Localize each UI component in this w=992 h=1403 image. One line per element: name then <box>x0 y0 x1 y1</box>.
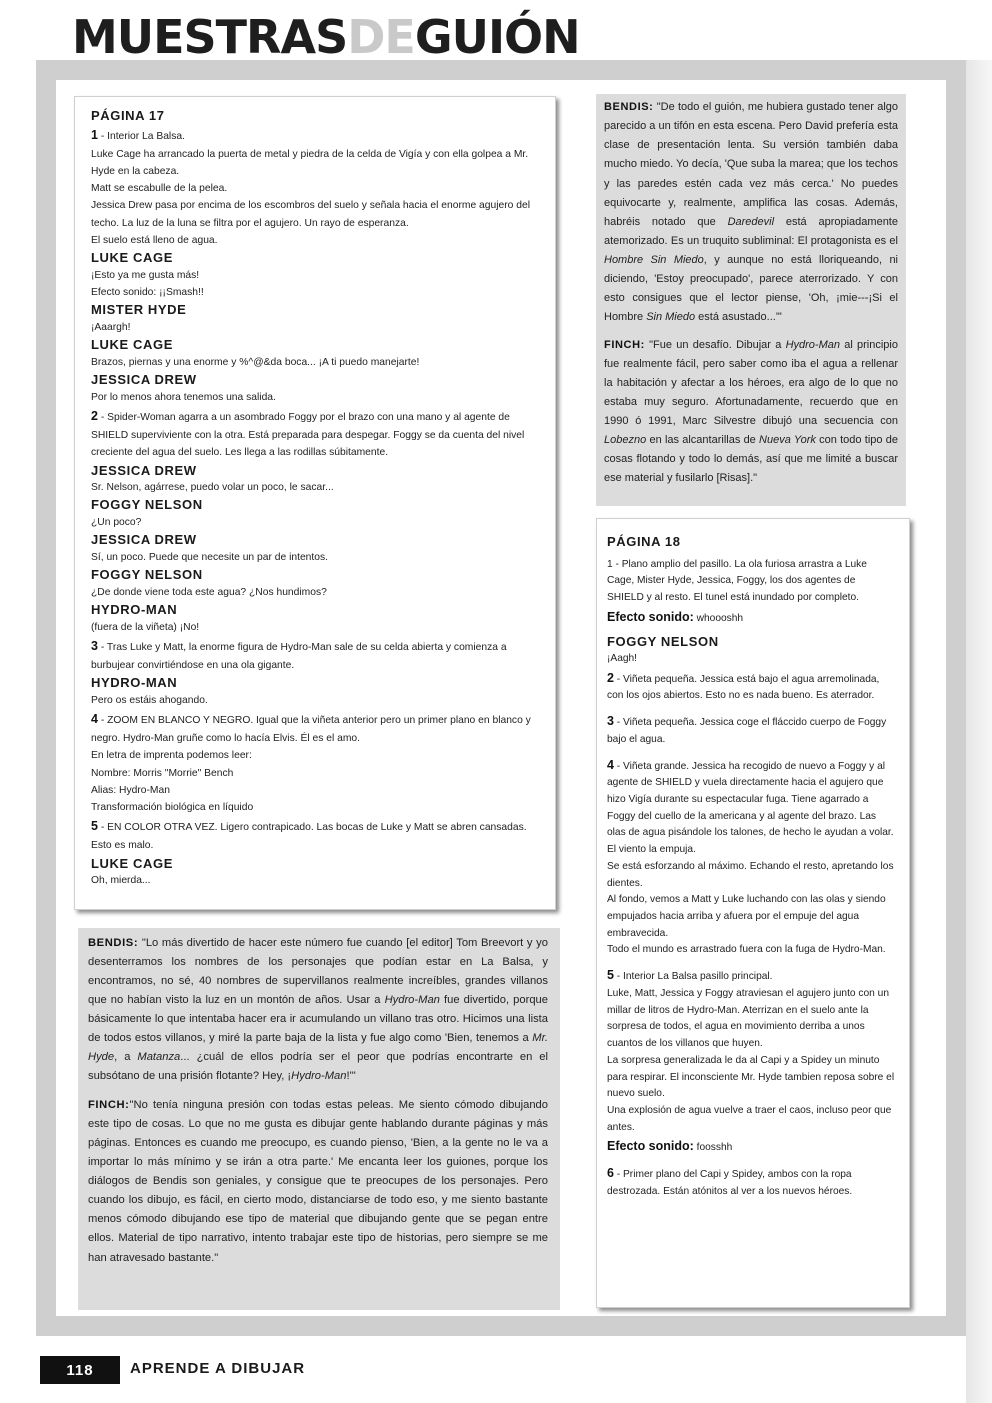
character-name: FOGGY NELSON <box>91 497 203 513</box>
page-17-heading: PÁGINA 17 <box>91 108 165 123</box>
panel-1-desc: Jessica Drew pasa por encima de los escombros del suelo y señala hacia el enorme agujero del techo. La luz de la luna se filtra por el agujero. Un rayo de esperanza. <box>91 200 530 229</box>
character-name: MISTER HYDE <box>91 302 187 318</box>
section-label: APRENDE A DIBUJAR <box>130 1360 306 1377</box>
sound-effect: Efecto sonido: foosshh <box>607 1139 733 1154</box>
bendis-label: BENDIS: <box>88 937 139 949</box>
script-page-17 <box>74 96 556 910</box>
commentary-right <box>596 94 906 506</box>
panel-5-desc: Una explosión de agua vuelve a traer el caos, incluso peor que antes. <box>607 1104 892 1133</box>
page-title <box>72 10 580 64</box>
dialogue: ¡Esto ya me gusta más! <box>91 269 200 281</box>
panel-2-line: 2 - Viñeta pequeña. Jessica está bajo el agua arremolinada, con los ojos abiertos. Esto no es nada bueno. Es aterrador. <box>607 670 880 702</box>
sound-effect: Efecto sonido: whoooshh <box>607 609 744 624</box>
character-name: FOGGY NELSON <box>607 634 719 650</box>
character-name: JESSICA DREW <box>91 372 197 388</box>
panel-5-desc: La sorpresa generalizada le da al Capi y a Spidey un minuto para respirar. El inconsciente Mr. Hyde tambien reposa sobre el nuevo suelo. <box>607 1054 895 1100</box>
dialogue: (fuera de la viñeta) ¡No! <box>91 621 200 633</box>
dialogue: Brazos, piernas y una enorme y %^@&da boca... ¡A ti puedo manejarte! <box>91 356 420 368</box>
panel-4-line: 4 - Viñeta grande. Jessica ha recogido de nuevo a Foggy y al agente de SHIELD y vuela directamente hacia el agujero que hizo Vigía durante su espectacular fuga. Tiene agarrado a Foggy del cuello de la americana y al agente del brazo. Las olas de agua pisándole los talones, de hecho le ayudan a volar. El viento la empuja. <box>607 757 894 856</box>
commentary-left <box>78 928 560 1310</box>
character-name: HYDRO-MAN <box>91 601 178 617</box>
bendis-label: BENDIS: <box>604 101 654 113</box>
character-name: LUKE CAGE <box>91 855 173 871</box>
panel-4-desc: Se está esforzando al máximo. Echando el resto, apretando los dientes. <box>607 860 894 889</box>
panel-2-line: 2 - Spider-Woman agarra a un asombrado Foggy por el brazo con una mano y al agente de SHIELD superviviente con la otra. Está preparada para despegar. Foggy se da cuenta del nivel creciente del agua del suelo. Les llega a las rodillas súbitamente. <box>91 409 525 459</box>
panel-4-desc: Alias: Hydro-Man <box>91 784 170 796</box>
panel-1-line: 1 - Interior La Balsa. <box>91 127 185 142</box>
bendis-comment: BENDIS: "De todo el guión, me hubiera gustado tener algo parecido a un tifón en esta escena. Pero David prefería esta clase de presentación lenta. Su versión también daba mucho miedo. Yo decía, 'Que suba la marea; que los techos y las paredes estén cada vez más cerca.' No puedes equivocarte y, realmente, amplifica las cosas. Además, habréis notado que Daredevil está apropiadamente atemorizado. Es un truquito subliminal: El protagonista es el Hombre Sin Miedo, y aunque no está lloriqueando, ni diciendo, 'Estoy preocupado', parece aterrorizado. Y con esto consigues que el lector piense, 'Oh, ¡mie---¡Si el Hombre Sin Miedo está asustado...'" <box>604 101 898 324</box>
finch-comment: FINCH: "Fue un desafío. Dibujar a Hydro-Man al principio fue realmente fácil, pero saber como iba el agua a rellenar la habitación y afectar a los héroes, era algo de lo que no estaba muy seguro. Afortunadamente, recuerdo que en 1990 ó 1991, Marc Silvestre dibujó una secuencia con Lobezno en las alcantarillas de Nueva York con todo tipo de cosas flotando y todo lo demás, así que me limité a buscar ese material y fusilarlo [Risas]." <box>604 338 898 485</box>
character-name: LUKE CAGE <box>91 337 173 353</box>
sound-effect: Efecto sonido: ¡¡Smash!! <box>91 287 204 299</box>
bendis-comment: BENDIS: "Lo más divertido de hacer este número fue cuando [el editor] Tom Breevort y yo desenterramos los nombres de los personajes que podían estar en La Balsa, y encontramos, no sé, 40 nombres de supervillanos realmente increíbles, grandes villanos que no habían visto la luz en un montón de años. Usar a Hydro-Man fue divertido, porque básicamente lo que intentaba hacer era ir acumulando un villano tras otro. Hicimos una lista de todos estos villanos, y miré la parte baja de la lista y fue algo como 'Bien, tenemos a Mr. Hyde, a Matanza... ¿cuál de ellos podría ser el peor que podrías encontrarte en el subsótano de una prisión flotante? Hey, ¡Hydro-Man!'" <box>88 937 549 1083</box>
page-edge-shadow <box>966 60 992 1403</box>
panel-5-line: 5 - Interior La Balsa pasillo principal. <box>607 968 773 983</box>
panel-1-desc: Matt se escabulle de la pelea. <box>91 183 228 195</box>
character-name: FOGGY NELSON <box>91 567 203 583</box>
dialogue: ¡Aaargh! <box>91 322 131 334</box>
dialogue: Pero os estáis ahogando. <box>91 694 208 706</box>
panel-3-line: 3 - Viñeta pequeña. Jessica coge el fláccido cuerpo de Foggy bajo el agua. <box>607 714 887 745</box>
title-part-1: MUESTRAS <box>72 10 348 64</box>
script-page-18 <box>596 518 910 1308</box>
panel-1-desc: Luke Cage ha arrancado la puerta de metal y piedra de la celda de Vigía y con ella golpea a Mr. Hyde en la cabeza. <box>91 148 529 177</box>
character-name: JESSICA DREW <box>91 532 197 548</box>
page-number: 118 <box>40 1356 120 1384</box>
title-part-2: DE <box>347 10 415 64</box>
panel-5-line: 5 - EN COLOR OTRA VEZ. Ligero contrapicado. Las bocas de Luke y Matt se abren cansadas. Esto es malo. <box>91 819 527 852</box>
dialogue: Sr. Nelson, agárrese, puedo volar un poco, le sacar... <box>91 482 334 494</box>
panel-3-line: 3 - Tras Luke y Matt, la enorme figura de Hydro-Man sale de su celda abierta y comienza a burbujear convirtiéndose en una ola gigante. <box>91 638 507 671</box>
dialogue: Oh, mierda... <box>91 875 151 887</box>
dialogue: ¿Un poco? <box>91 516 142 528</box>
panel-4-line: 4 - ZOOM EN BLANCO Y NEGRO. Igual que la viñeta anterior pero un primer plano en blanco y negro. Hydro-Man gruñe como lo hacía Elvis. Él es el amo. <box>91 711 531 744</box>
panel-4-desc: Nombre: Morris "Morrie" Bench <box>91 767 234 779</box>
dialogue: ¡Aagh! <box>607 652 638 664</box>
panel-4-desc: En letra de imprenta podemos leer: <box>91 750 252 762</box>
character-name: JESSICA DREW <box>91 462 197 478</box>
panel-5-desc: Luke, Matt, Jessica y Foggy atraviesan el agujero junto con un millar de litros de Hydro-Man. Aterrizan en el suelo ante la sorpresa de todos, el agua en movimiento derriba a unos cuantos de los villanos que huyen. <box>607 987 890 1050</box>
panel-4-desc: Al fondo, vemos a Matt y Luke luchando con las olas y siendo empujados hacia arriba y afuera por el empuje del agua embravecida. <box>607 894 886 939</box>
finch-comment: FINCH:"No tenía ninguna presión con todas estas peleas. Me siento cómodo dibujando este tipo de cosas. Lo que no me gusta es dibujar gente hablando durante páginas y más páginas. Entonces es cuando me preocupo, es cuando pienso, 'Bien, a la gente no le va a importar lo más mínimo y se irán a otra parte.' Me encanta leer los guiones, porque los diálogos de Bendis son geniales, y consigue que te preocupes de los personajes. Pero cuando los dibujo, es fácil, en cierto modo, distanciarse de todo eso, y me siento bastante menos cómodo dibujando ese tipo de material que dibujando gente que se pegan entre ellos. Material de tipo narrativo, intento trabajar este tipo de historias, pero siempre se me han atravesado bastante." <box>88 1099 548 1264</box>
finch-label: FINCH: <box>88 1099 130 1112</box>
character-name: LUKE CAGE <box>91 250 173 266</box>
dialogue: ¿De donde viene toda este agua? ¿Nos hundimos? <box>91 586 327 598</box>
panel-6-line: 6 - Primer plano del Capi y Spidey, ambos con la ropa destrozada. Están atónitos al ver a los nuevos héroes. <box>607 1166 853 1197</box>
panel-4-desc: Transformación biológica en líquido <box>91 802 254 814</box>
page-18-heading: PÁGINA 18 <box>607 534 681 549</box>
panel-4-desc: Todo el mundo es arrastrado fuera con la fuga de Hydro-Man. <box>607 944 886 956</box>
panel-1-desc: El suelo está lleno de agua. <box>91 235 218 247</box>
character-name: HYDRO-MAN <box>91 675 178 691</box>
title-part-3: GUIÓN <box>414 10 580 64</box>
panel-1-line: 1 - Plano amplio del pasillo. La ola furiosa arrastra a Luke Cage, Mister Hyde, Jessica, Foggy, los dos agentes de SHIELD y al resto. El tunel está inundado por completo. <box>607 558 867 603</box>
dialogue: Por lo menos ahora tenemos una salida. <box>91 391 276 403</box>
dialogue: Sí, un poco. Puede que necesite un par de intentos. <box>91 551 328 563</box>
finch-label: FINCH: <box>604 338 645 351</box>
